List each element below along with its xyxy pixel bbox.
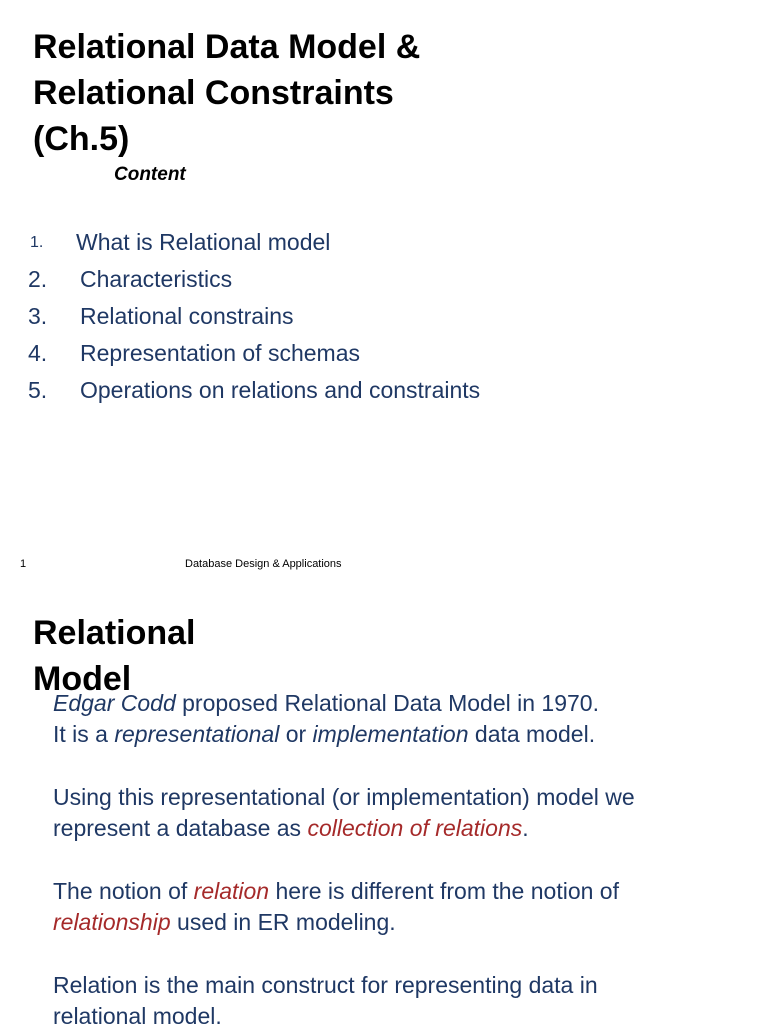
list-item-text: Relational constrains [80,303,294,329]
paragraph-codd [53,688,753,750]
slide1-title-line: (Ch.5) [33,120,130,158]
slide2-title-line: Model [33,660,132,698]
emphasis-text: representational [114,721,280,747]
paragraph-line [53,907,753,938]
paragraph-line: Using this representational (or implementation) model we [53,784,635,810]
plain-text: The notion of [53,878,194,904]
paragraph-line: relational model. [53,1003,222,1024]
slide2-body [53,688,753,1024]
highlight-text: relation [193,878,270,904]
paragraph-collection [53,782,753,844]
plain-text: data model. [468,721,596,747]
list-item-text: What is Relational model [76,229,331,255]
paragraph-line [53,719,753,750]
content-subtitle: Content [114,164,186,185]
plain-text: or [279,721,313,747]
slide1-title-line: Relational Data Model & [33,28,421,66]
highlight-text: collection of relations [307,815,523,841]
paragraph-construct [53,970,753,1024]
plain-text: It is a [53,721,115,747]
list-item-text: Operations on relations and constraints [80,377,481,403]
slide1-title-line: Relational Constraints [33,74,394,112]
paragraph-line [53,813,753,844]
plain-text: used in ER modeling. [170,909,396,935]
paragraph-line [53,688,753,719]
plain-text: proposed Relational Data Model in 1970. [175,690,599,716]
plain-text: here is different from the notion of [269,878,619,904]
paragraph-line [53,876,753,907]
list-item-number: 1. [30,234,44,251]
list-item-text: Characteristics [80,266,233,292]
slide2-title-line: Relational [33,614,196,652]
footer-page-number: 1 [20,558,27,570]
plain-text: represent a database as [53,815,308,841]
list-item-text: Representation of schemas [80,340,360,366]
slide1-title [33,24,553,162]
emphasis-text: implementation [312,721,469,747]
paragraph-line: Relation is the main construct for representing data in [53,972,598,998]
emphasis-text: Edgar Codd [53,690,176,716]
list-item-number: 2. [28,266,48,292]
list-item-number: 5. [28,377,48,403]
footer-course-name: Database Design & Applications [185,558,342,570]
list-item-number: 3. [28,303,48,329]
paragraph-notion [53,876,753,938]
plain-text: . [522,815,529,841]
highlight-text: relationship [53,909,171,935]
list-item-number: 4. [28,340,48,366]
